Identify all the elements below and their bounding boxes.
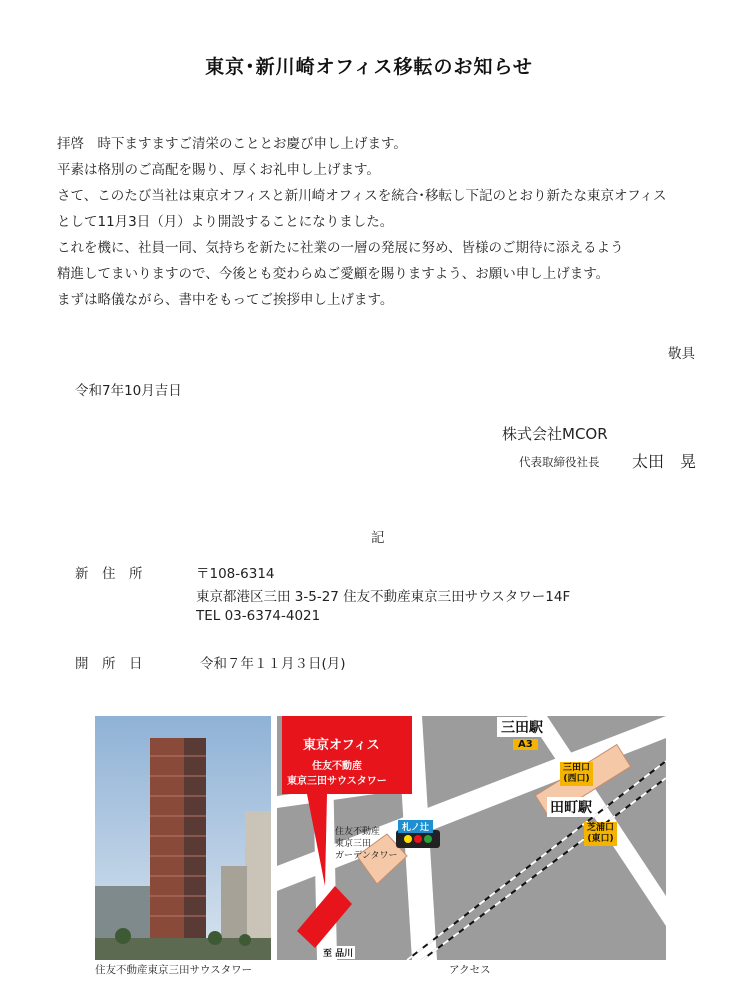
representative-name: 太田 晃 <box>632 452 697 471</box>
map-office-sub1: 住友不動産 <box>312 761 362 772</box>
garden-tower-label <box>335 826 397 862</box>
mita-station-label: 三田駅 <box>497 717 547 737</box>
fudanotsuji-badge: 札ノ辻 <box>398 820 433 833</box>
body-line: 平素は格別のご高配を賜り、厚くお礼申し上げます。 <box>57 162 380 178</box>
open-date: 令和７年１１月３日(月) <box>200 656 346 672</box>
representative-title: 代表取締役社長 <box>519 455 600 469</box>
mita-exit-line2: (西口) <box>563 774 590 784</box>
body-line: これを機に、社員一同、気持ちを新たに社業の一層の発展に努め、皆様のご期待に添えるよう <box>57 240 624 256</box>
body-line: 拝啓 時下ますますご清栄のこととお慶び申し上げます。 <box>57 136 407 152</box>
open-date-label: 開 所 日 <box>75 656 143 672</box>
shibaura-exit-line1: 芝浦口 <box>587 823 615 833</box>
shibaura-exit-badge <box>584 822 617 846</box>
garden-line2: 東京三田 <box>335 839 372 849</box>
body-line: まずは略儀ながら、書中をもってご挨拶申し上げます。 <box>57 292 394 308</box>
mita-exit-line1: 三田口 <box>563 763 591 773</box>
address-label: 新 住 所 <box>75 566 143 582</box>
postal-code: 〒108-6314 <box>196 566 275 582</box>
map-office-title: 東京オフィス <box>303 738 380 753</box>
garden-line3: ガーデンタワー <box>335 851 398 861</box>
body-line: さて、このたび当社は東京オフィスと新川崎オフィスを統合･移転し下記のとおり新たな東京オフィス <box>57 188 667 204</box>
telephone: TEL 03-6374-4021 <box>196 608 321 624</box>
building-photo-graphic <box>95 716 271 960</box>
access-map <box>277 716 666 960</box>
body-line: として11月3日（月）より開設することになりました。 <box>57 214 394 230</box>
closing-keigu: 敬具 <box>668 346 695 362</box>
page-title: 東京･新川崎オフィス移転のお知らせ <box>205 56 533 78</box>
exit-a3-badge: A3 <box>513 739 538 750</box>
garden-line1: 住友不動産 <box>335 827 381 837</box>
tamachi-station-label: 田町駅 <box>547 797 595 817</box>
photo-caption: 住友不動産東京三田サウスタワー <box>95 964 253 976</box>
shibaura-exit-line2: (東口) <box>587 834 614 844</box>
ki-heading: 記 <box>371 530 385 546</box>
address-text: 東京都港区三田 3-5-27 住友不動産東京三田サウスタワー14F <box>196 589 571 605</box>
building-photo <box>95 716 271 960</box>
company-name: 株式会社MCOR <box>502 425 608 443</box>
map-office-sub2: 東京三田サウスタワー <box>287 776 387 787</box>
to-shinagawa-label: 至 品川 <box>321 946 355 959</box>
mita-exit-badge <box>560 762 593 786</box>
map-caption: アクセス <box>449 964 491 976</box>
body-line: 精進してまいりますので、今後とも変わらぬご愛顧を賜りますよう、お願い申し上げます。 <box>57 266 610 282</box>
letter-body <box>57 131 667 313</box>
letter-date: 令和7年10月吉日 <box>75 383 182 399</box>
